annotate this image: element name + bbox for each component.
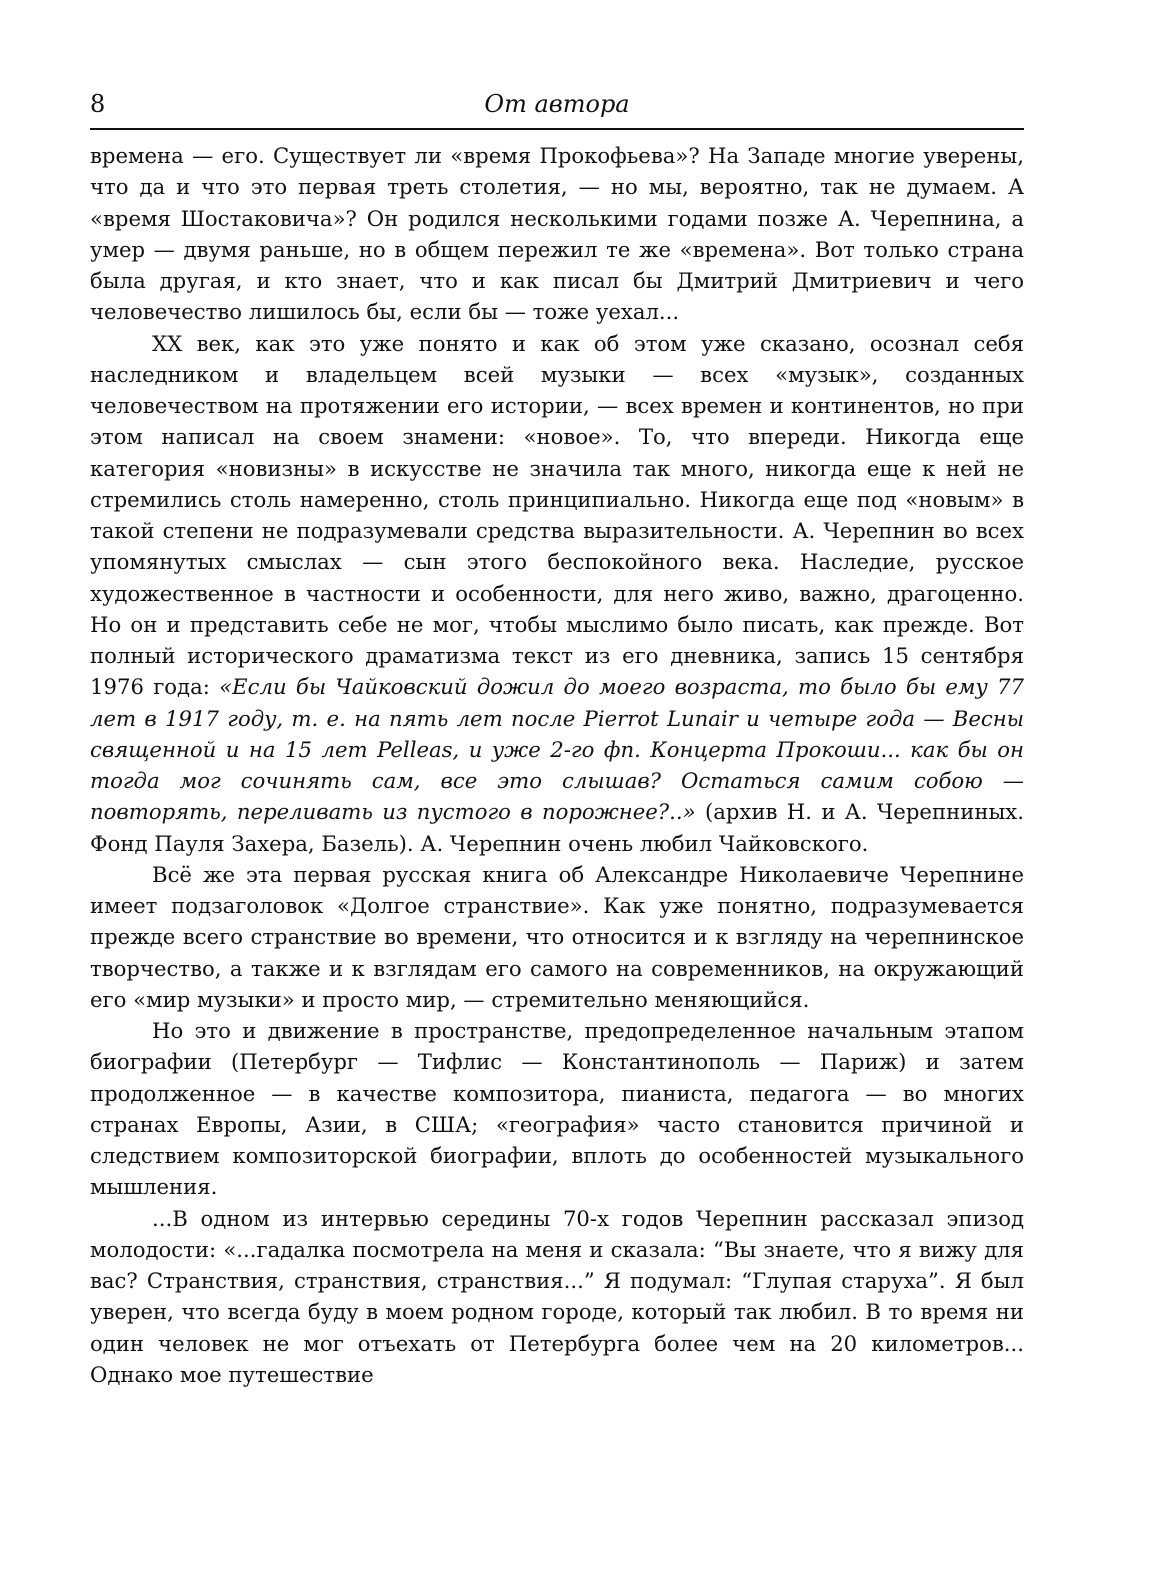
paragraph-4: Но это и движение в пространстве, предопределенное начальным этапом биографии (Петербург — Тифлис — Константинополь — Париж) и затем продолженное — в качестве композитора, пианиста, педагога — во многих странах Европы, Азии, в США; «география» часто становится причиной и следствием композиторской биографии, вплоть до особенностей музыкального мышления. xyxy=(90,1018,1024,1200)
body-text xyxy=(90,140,1024,1390)
page-number: 8 xyxy=(90,90,106,118)
chapter-title: От автора xyxy=(484,90,630,118)
paragraph-2-text: XX век, как это уже понято и как об этом уже сказано, осознал себя наследником и владельцем всей музыки — всех «музык», созданных человечеством на протяжении его истории, — всех времен и континентов, но при этом написал на своем знамени: «новое». То, что впереди. Никогда еще категория «новизны» в искусстве не значила так много, никогда еще к ней не стремились столь намеренно, столь принципиально. Никогда еще под «новым» в такой степени не подразумевали средства выразительности. А. Черепнин во всех упомянутых смыслах — сын этого беспокойного века. Наследие, русское художественное в частности и особенности, для него живо, важно, драгоценно. Но он и представить себе не мог, чтобы мыслимо было писать, как прежде. Вот полный исторического драматизма текст из его дневника, запись 15 сентября 1976 года: xyxy=(90,330,1024,700)
paragraph-5: ...В одном из интервью середины 70-х годов Черепнин рассказал эпизод молодости: «...гадалка посмотрела на меня и сказала: “Вы знаете, что я вижу для вас? Странствия, странствия, странствия...” Я подумал: “Глупая старуха”. Я был уверен, что всегда буду в моем родном городе, который так любил. В то время ни один человек не мог отъехать от Петербурга более чем на 20 километров... Однако мое путешествие xyxy=(90,1205,1024,1387)
paragraph-2-source: (архив Н. и А. Черепниных. Фонд Пауля Захера, Базель). А. Черепнин очень любил Чайковского. xyxy=(90,799,1024,856)
book-page xyxy=(90,78,1024,1390)
paragraph-2 xyxy=(90,328,1024,859)
paragraph-3: Всё же эта первая русская книга об Александре Николаевиче Черепнине имеет подзаголовок «Долгое странствие». Как уже понятно, подразумевается прежде всего странствие во времени, что относится и к взгляду на черепнинское творчество, а также и к взглядам его самого на современников, на окружающий его «мир музыки» и просто мир, — стремительно меняющийся. xyxy=(90,861,1024,1012)
diary-quote: «Если бы Чайковский дожил до моего возраста, то было бы ему 77 лет в 1917 году, т. е. на пять лет после Pierrot Lunair и четыре года — Весны священной и на 15 лет Pelleas, и уже 2-го фп. Концерта Прокоши... как бы он тогда мог сочинять сам, все это слышав? Остаться самим собою — повторять, переливать из пустого в порожнее?..» xyxy=(90,674,1024,825)
paragraph-1: времена — его. Существует ли «время Прокофьева»? На Западе многие уверены, что да и что это первая треть столетия, — но мы, вероятно, так не думаем. А «время Шостаковича»? Он родился несколькими годами позже А. Черепнина, а умер — двумя раньше, но в общем пережил те же «времена». Вот только страна была другая, и кто знает, что и как писал бы Дмитрий Дмитриевич и чего человечество лишилось бы, если бы — тоже уехал... xyxy=(90,143,1024,325)
running-head xyxy=(90,78,1024,130)
